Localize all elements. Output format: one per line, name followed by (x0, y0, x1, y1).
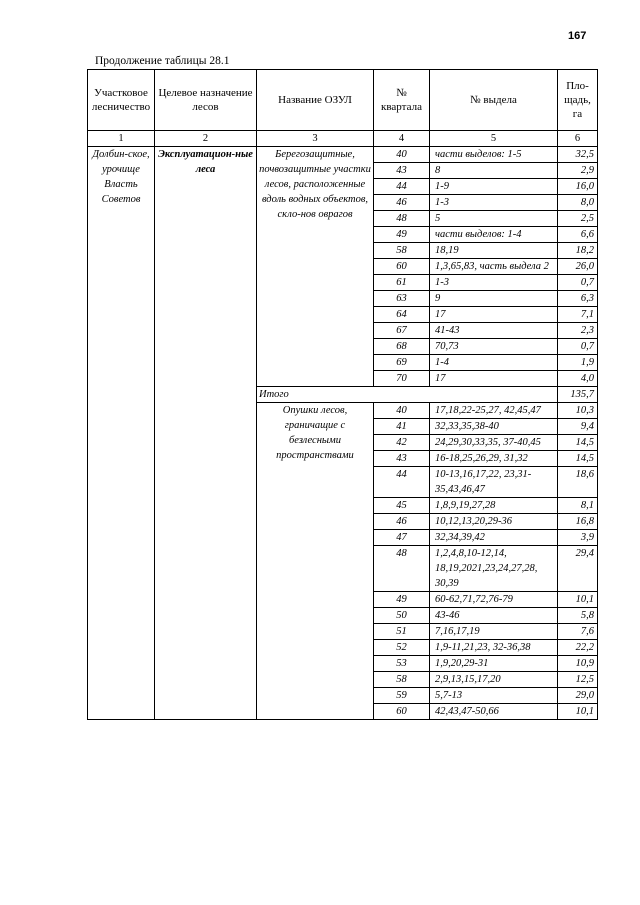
header-ozul: Название ОЗУЛ (257, 70, 374, 131)
kvartal-cell: 43 (374, 451, 430, 467)
header-kvartal: № квартала (374, 70, 430, 131)
area-cell: 10,9 (558, 656, 598, 672)
header-target: Целевое назначение лесов (155, 70, 257, 131)
kvartal-cell: 49 (374, 227, 430, 243)
vydel-cell: 1,9,20,29-31 (430, 656, 558, 672)
area-cell: 2,3 (558, 323, 598, 339)
area-cell: 29,4 (558, 546, 598, 592)
kvartal-cell: 43 (374, 163, 430, 179)
page-number: 167 (568, 30, 587, 42)
area-cell: 2,5 (558, 211, 598, 227)
kvartal-cell: 40 (374, 403, 430, 419)
kvartal-cell: 60 (374, 259, 430, 275)
area-cell: 7,6 (558, 624, 598, 640)
vydel-cell: 43-46 (430, 608, 558, 624)
col-number: 1 (88, 131, 155, 147)
ozul-cell: Берегозащитные, почвозащитные участки лесов, расположенные вдоль водных объектов, скло-нов оврагов (257, 147, 374, 387)
vydel-cell: 70,73 (430, 339, 558, 355)
area-cell: 8,1 (558, 498, 598, 514)
area-cell: 0,7 (558, 275, 598, 291)
vydel-cell: 5,7-13 (430, 688, 558, 704)
vydel-cell: 10,12,13,20,29-36 (430, 514, 558, 530)
area-cell: 3,9 (558, 530, 598, 546)
area-cell: 8,0 (558, 195, 598, 211)
kvartal-cell: 53 (374, 656, 430, 672)
col-number: 2 (155, 131, 257, 147)
vydel-cell: 1,3,65,83, часть выдела 2 (430, 259, 558, 275)
column-number-row (88, 131, 598, 147)
vydel-cell: 1-3 (430, 195, 558, 211)
header-lesnichestvo: Участковое лесничество (88, 70, 155, 131)
area-cell: 12,5 (558, 672, 598, 688)
area-cell: 7,1 (558, 307, 598, 323)
vydel-cell: части выделов: 1-5 (430, 147, 558, 163)
forest-table (87, 69, 598, 720)
vydel-cell: 41-43 (430, 323, 558, 339)
area-cell: 10,1 (558, 704, 598, 720)
area-cell: 10,1 (558, 592, 598, 608)
area-cell: 29,0 (558, 688, 598, 704)
kvartal-cell: 68 (374, 339, 430, 355)
vydel-cell: части выделов: 1-4 (430, 227, 558, 243)
area-cell: 2,9 (558, 163, 598, 179)
total-value: 135,7 (558, 387, 598, 403)
kvartal-cell: 67 (374, 323, 430, 339)
kvartal-cell: 52 (374, 640, 430, 656)
vydel-cell: 17 (430, 307, 558, 323)
vydel-cell: 60-62,71,72,76-79 (430, 592, 558, 608)
col-number: 6 (558, 131, 598, 147)
vydel-cell: 32,34,39,42 (430, 530, 558, 546)
kvartal-cell: 50 (374, 608, 430, 624)
kvartal-cell: 42 (374, 435, 430, 451)
kvartal-cell: 63 (374, 291, 430, 307)
area-cell: 18,2 (558, 243, 598, 259)
area-cell: 18,6 (558, 467, 598, 498)
kvartal-cell: 44 (374, 467, 430, 498)
area-cell: 14,5 (558, 451, 598, 467)
area-cell: 26,0 (558, 259, 598, 275)
area-cell: 1,9 (558, 355, 598, 371)
area-cell: 4,0 (558, 371, 598, 387)
kvartal-cell: 45 (374, 498, 430, 514)
vydel-cell: 32,33,35,38-40 (430, 419, 558, 435)
area-cell: 6,3 (558, 291, 598, 307)
vydel-cell: 1,8,9,19,27,28 (430, 498, 558, 514)
kvartal-cell: 48 (374, 211, 430, 227)
vydel-cell: 7,16,17,19 (430, 624, 558, 640)
vydel-cell: 9 (430, 291, 558, 307)
kvartal-cell: 58 (374, 243, 430, 259)
vydel-cell: 17 (430, 371, 558, 387)
kvartal-cell: 46 (374, 195, 430, 211)
area-cell: 14,5 (558, 435, 598, 451)
vydel-cell: 1-4 (430, 355, 558, 371)
ozul-cell: Опушки лесов, граничащие с безлесными пространствами (257, 403, 374, 720)
kvartal-cell: 58 (374, 672, 430, 688)
area-cell: 32,5 (558, 147, 598, 163)
kvartal-cell: 46 (374, 514, 430, 530)
vydel-cell: 17,18,22-25,27, 42,45,47 (430, 403, 558, 419)
col-number: 4 (374, 131, 430, 147)
vydel-cell: 1,2,4,8,10-12,14, 18,19,2021,23,24,27,28, 30,39 (430, 546, 558, 592)
kvartal-cell: 44 (374, 179, 430, 195)
kvartal-cell: 61 (374, 275, 430, 291)
table-caption: Продолжение таблицы 28.1 (95, 55, 230, 67)
header-area: Пло-щадь, га (558, 70, 598, 131)
kvartal-cell: 41 (374, 419, 430, 435)
kvartal-cell: 51 (374, 624, 430, 640)
vydel-cell: 8 (430, 163, 558, 179)
kvartal-cell: 70 (374, 371, 430, 387)
vydel-cell: 2,9,13,15,17,20 (430, 672, 558, 688)
area-cell: 9,4 (558, 419, 598, 435)
vydel-cell: 10-13,16,17,22, 23,31-35,43,46,47 (430, 467, 558, 498)
area-cell: 0,7 (558, 339, 598, 355)
area-cell: 5,8 (558, 608, 598, 624)
target-cell: Эксплуатацион-ные леса (155, 147, 257, 720)
vydel-cell: 5 (430, 211, 558, 227)
total-label: Итого (257, 387, 558, 403)
col-number: 5 (430, 131, 558, 147)
vydel-cell: 1,9-11,21,23, 32-36,38 (430, 640, 558, 656)
kvartal-cell: 40 (374, 147, 430, 163)
vydel-cell: 16-18,25,26,29, 31,32 (430, 451, 558, 467)
vydel-cell: 1-9 (430, 179, 558, 195)
area-cell: 22,2 (558, 640, 598, 656)
vydel-cell: 18,19 (430, 243, 558, 259)
area-cell: 16,8 (558, 514, 598, 530)
col-number: 3 (257, 131, 374, 147)
vydel-cell: 24,29,30,33,35, 37-40,45 (430, 435, 558, 451)
area-cell: 16,0 (558, 179, 598, 195)
kvartal-cell: 48 (374, 546, 430, 592)
kvartal-cell: 59 (374, 688, 430, 704)
kvartal-cell: 60 (374, 704, 430, 720)
table-row (88, 147, 598, 163)
vydel-cell: 42,43,47-50,66 (430, 704, 558, 720)
kvartal-cell: 49 (374, 592, 430, 608)
lesnichestvo-cell: Долбин-ское, урочище Власть Советов (88, 147, 155, 720)
kvartal-cell: 64 (374, 307, 430, 323)
area-cell: 6,6 (558, 227, 598, 243)
kvartal-cell: 69 (374, 355, 430, 371)
header-vydel: № выдела (430, 70, 558, 131)
vydel-cell: 1-3 (430, 275, 558, 291)
kvartal-cell: 47 (374, 530, 430, 546)
area-cell: 10,3 (558, 403, 598, 419)
